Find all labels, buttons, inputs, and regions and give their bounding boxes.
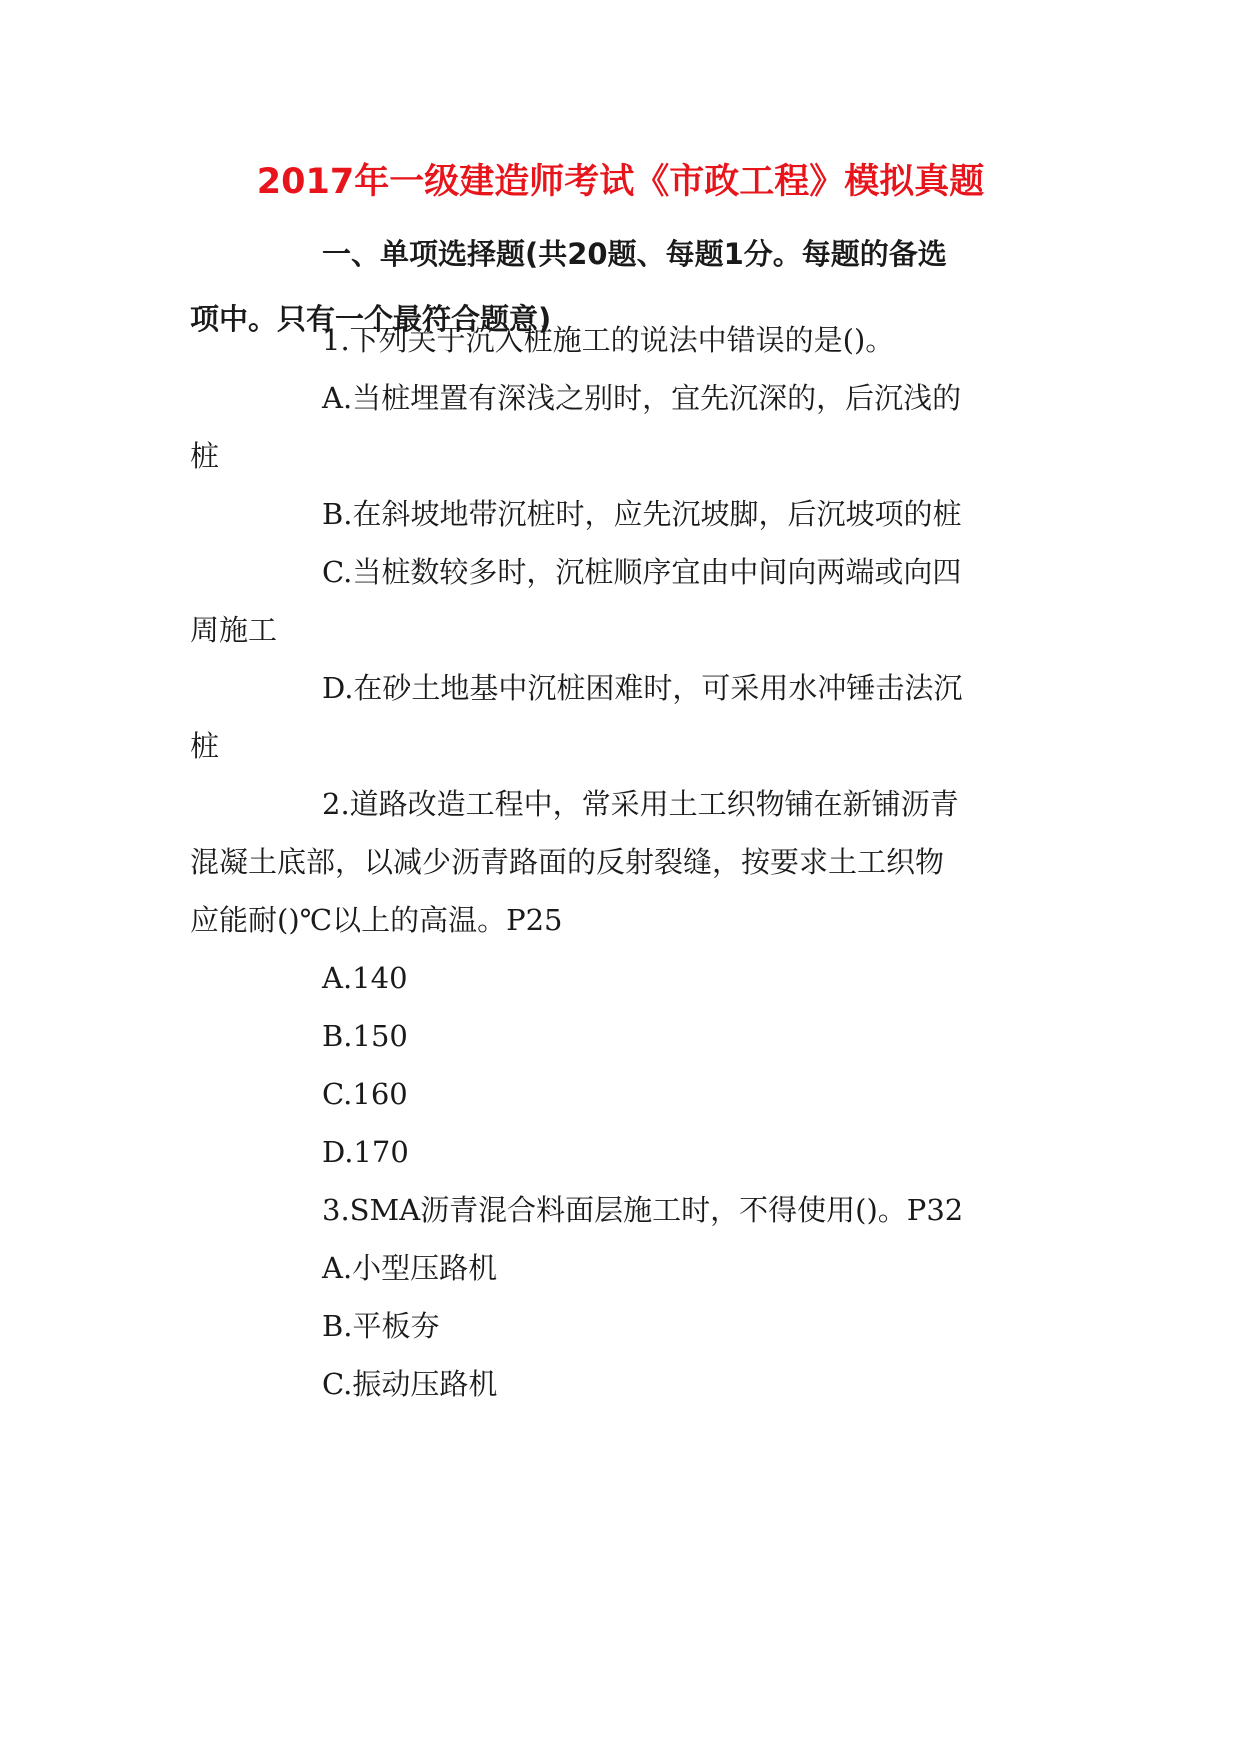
question-3-option-c: C.振动压路机 [322, 1367, 498, 1401]
question-2-option-d: D.170 [322, 1135, 409, 1169]
question-1-option-a-cont: 桩 [190, 439, 220, 473]
question-1-option-d-cont: 桩 [190, 729, 220, 763]
section-heading-line-2: 项中。只有一个最符合题意) [190, 302, 552, 336]
question-2-stem-line-3: 应能耐()℃以上的高温。P25 [190, 903, 563, 937]
question-2-stem-line-2: 混凝土底部，以减少沥青路面的反射裂缝，按要求土工织物 [190, 845, 945, 879]
section-heading-line-1: 一、单项选择题(共20题、每题1分。每题的备选 [322, 237, 947, 271]
question-2-option-a: A.140 [322, 961, 408, 995]
question-1-option-c: C.当桩数较多时，沉桩顺序宜由中间向两端或向四 [322, 555, 962, 589]
question-3-stem: 3.SMA沥青混合料面层施工时，不得使用()。P32 [322, 1193, 964, 1227]
question-1-option-a: A.当桩埋置有深浅之别时，宜先沉深的，后沉浅的 [322, 381, 962, 415]
question-3-option-a: A.小型压路机 [322, 1251, 498, 1285]
question-1-option-c-cont: 周施工 [190, 613, 278, 647]
question-2-option-c: C.160 [322, 1077, 408, 1111]
question-2-option-b: B.150 [322, 1019, 408, 1053]
question-1-option-d: D.在砂土地基中沉桩困难时，可采用水冲锤击法沉 [322, 671, 963, 705]
question-1-stem: 1.下列关于沉入桩施工的说法中错误的是()。 [322, 323, 895, 357]
question-1-option-b: B.在斜坡地带沉桩时，应先沉坡脚，后沉坡项的桩 [322, 497, 962, 531]
question-3-option-b: B.平板夯 [322, 1309, 440, 1343]
question-2-stem-line-1: 2.道路改造工程中，常采用土工织物铺在新铺沥青 [322, 787, 959, 821]
document-title: 2017年一级建造师考试《市政工程》模拟真题 [256, 162, 985, 202]
